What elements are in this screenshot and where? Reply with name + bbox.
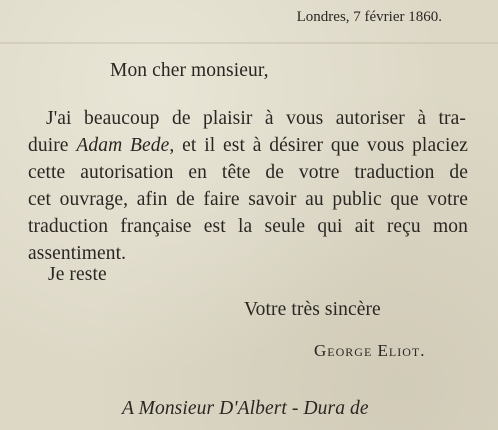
body-line-6: assentiment. <box>28 243 127 264</box>
closing-phrase: Je reste <box>48 264 107 285</box>
body-line-2-start: duire <box>28 135 69 156</box>
body-line-3: cette autorisation en tête de votre traduction de <box>28 162 468 183</box>
body-line-2 <box>28 135 468 157</box>
addressee: A Monsieur D'Albert - Dura de <box>122 398 369 419</box>
page-crease <box>0 42 498 44</box>
valediction: Votre très sincère <box>244 299 381 320</box>
signature: George Eliot. <box>314 341 426 360</box>
book-title: Adam Bede <box>76 135 170 156</box>
body-line-5: traduction française est la seule qui ait reçu mon <box>28 216 468 237</box>
body-line-2-end: , et il est à désirer que vous placiez <box>169 135 468 156</box>
dateline: Londres, 7 février 1860. <box>296 9 442 25</box>
body-line-1: J'ai beaucoup de plaisir à vous autoriser à tra- <box>46 108 466 129</box>
salutation: Mon cher monsieur, <box>110 60 269 81</box>
body-line-4: cet ouvrage, afin de faire savoir au public que votre <box>28 189 468 210</box>
